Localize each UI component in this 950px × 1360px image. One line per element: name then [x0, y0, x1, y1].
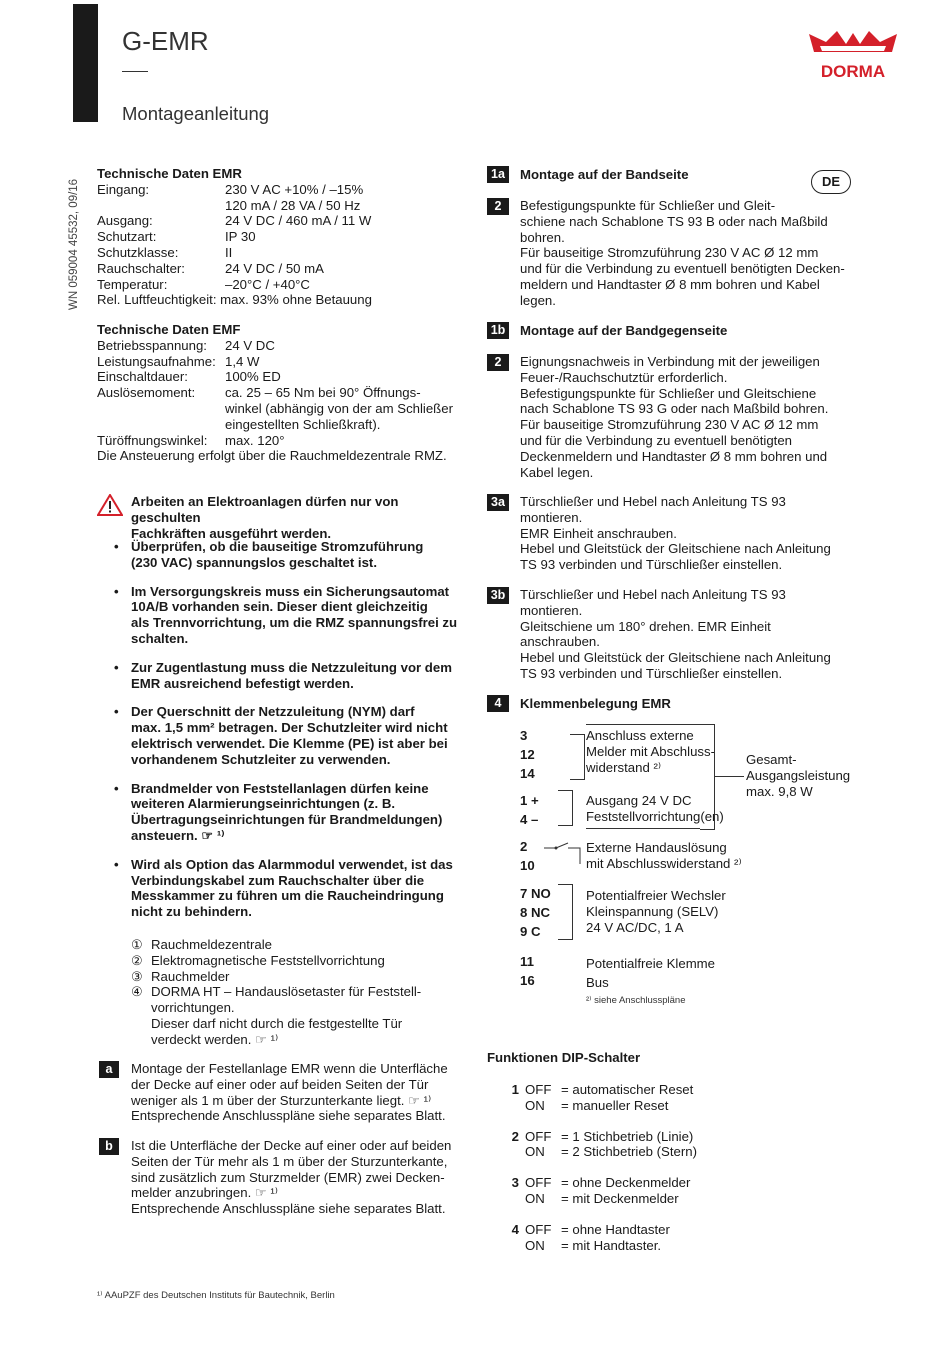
step-3a-text	[520, 494, 870, 573]
text-line: Dieser darf nicht durch die festgestellte Tür	[151, 1015, 403, 1031]
text-line: und für die Verbindung zu eventuell benötigten	[520, 432, 793, 448]
language-badge: DE	[811, 170, 851, 194]
text-line: Arbeiten an Elektroanlagen dürfen nur von geschulten	[131, 494, 399, 525]
page-subtitle: Montageanleitung	[122, 103, 270, 124]
text-line: Für bauseitige Stromzuführung 230 V AC Ø 12 mm	[520, 245, 819, 261]
text-line: montieren.	[520, 602, 583, 618]
spec-value: 24 V DC / 460 mA / 11 W	[225, 213, 372, 229]
document-code: WN 059004 45532, 09/16	[68, 178, 80, 310]
text-line: nicht zu behindern.	[131, 904, 252, 920]
emr-specs	[97, 166, 467, 308]
text-line: widerstand ²⁾	[586, 759, 662, 775]
text-line: Entsprechende Anschlusspläne siehe separates Blatt.	[131, 1201, 446, 1217]
spec-value: 100% ED	[225, 369, 281, 385]
component-text	[151, 937, 272, 953]
step-2b-badge: 2	[487, 354, 509, 371]
text-line: Befestigungspunkte für Schließer und Gleitschiene	[520, 385, 817, 401]
dip-spacer	[487, 1191, 525, 1207]
text-line: schalten.	[131, 630, 189, 646]
header-bar	[73, 4, 98, 122]
text-line: EMR ausreichend befestigt werden.	[131, 675, 354, 691]
spec-value: eingestellten Schließkraft).	[225, 416, 381, 432]
terminal-group-1-desc	[586, 728, 715, 775]
spec-key: Schutzart:	[97, 229, 157, 245]
step-3b-badge: 3b	[487, 587, 509, 604]
spec-row	[97, 198, 467, 214]
dip-on-text: = 2 Stichbetrieb (Stern)	[561, 1144, 697, 1160]
step-2a-text	[520, 198, 870, 309]
text-line: Ausgang 24 V DC	[586, 793, 692, 808]
section-a-badge: a	[99, 1061, 119, 1078]
text-line: Türschließer und Hebel nach Anleitung TS 93	[520, 587, 786, 602]
text-line: • Überprüfen, ob die bauseitige Stromzuführung	[131, 539, 424, 554]
text-line: • Im Versorgungskreis muss ein Sicherungsautomat	[131, 583, 450, 599]
text-line: Externe Handauslösung	[586, 840, 727, 855]
warning-bullet	[131, 857, 471, 920]
step-1b-badge: 1b	[487, 322, 509, 339]
text-line: Bus	[586, 975, 609, 990]
text-line: 3	[520, 728, 528, 743]
step-1a-heading: Montage auf der Bandseite	[520, 167, 689, 182]
spec-row	[97, 338, 467, 354]
spec-value: IP 30	[225, 229, 256, 245]
text-line: mit Abschlusswiderstand ²⁾	[586, 855, 742, 871]
dip-on-label: ON	[525, 1237, 545, 1253]
dip-on-text: = manueller Reset	[561, 1097, 669, 1113]
text-line: sind zusätzlich zum Sturzmelder (EMR) zwei Decken-	[131, 1169, 445, 1185]
spec-row	[97, 401, 467, 417]
emf-heading: Technische Daten EMF	[97, 322, 241, 337]
spec-value: –20°C / +40°C	[225, 276, 310, 292]
dip-on-label: ON	[525, 1097, 545, 1113]
text-line: DORMA HT – Handauslösetaster für Feststell-	[151, 984, 422, 1000]
svg-text:DORMA: DORMA	[820, 62, 886, 81]
step-2a-badge: 2	[487, 198, 509, 215]
spec-row	[97, 433, 467, 449]
text-line: Feuer-/Rauchschutztür erforderlich.	[520, 369, 728, 385]
text-line: vorrichtungen.	[151, 1000, 235, 1016]
component-item	[131, 937, 471, 953]
text-line: weniger als 1 m über der Sturzunterkante liegt. ☞ ¹⁾	[131, 1092, 432, 1108]
text-line: Rauchmeldezentrale	[151, 937, 272, 952]
dip-off-text: = automatischer Reset	[561, 1082, 694, 1097]
component-number: ②	[131, 952, 143, 968]
emf-specs	[97, 322, 467, 464]
total-output	[746, 752, 850, 799]
section-a-text	[131, 1061, 471, 1124]
bracket-1	[570, 734, 585, 780]
step-1b-heading: Montage auf der Bandgegenseite	[520, 323, 728, 338]
component-item	[131, 953, 471, 969]
bracket-2	[558, 790, 573, 826]
text-line: 11	[520, 954, 534, 969]
step-3b-text	[520, 587, 870, 682]
spec-key: Temperatur:	[97, 276, 168, 292]
dip-number: 4	[511, 1221, 519, 1237]
spec-key: Einschaltdauer:	[97, 369, 188, 385]
component-number: ③	[131, 968, 143, 984]
text-line: nach Schablone TS 93 G oder nach Maßbild bohren.	[520, 401, 829, 417]
spec-value: 230 V AC +10% / –15%	[225, 181, 364, 197]
spec-key: Schutzklasse:	[97, 244, 179, 260]
text-line: Für bauseitige Stromzuführung 230 V AC Ø 12 mm	[520, 417, 819, 433]
step-1a-badge: 1a	[487, 166, 509, 183]
dip-item	[487, 1082, 787, 1114]
spec-value: II	[225, 244, 233, 260]
terminal-group-4-desc	[586, 888, 726, 935]
text-line: 9 C	[520, 924, 541, 939]
bracket-4	[558, 884, 573, 940]
text-line: • Brandmelder von Feststellanlagen dürfen keine	[131, 780, 429, 796]
step-4-heading: Klemmenbelegung EMR	[520, 696, 671, 711]
page-title: G-EMR	[122, 26, 209, 56]
spec-row	[97, 385, 467, 401]
dip-on-row	[487, 1098, 787, 1114]
dip-off-label: OFF	[525, 1175, 552, 1191]
warning-bullet	[131, 704, 471, 767]
dip-list	[487, 1082, 787, 1268]
spec-value: 120 mA / 28 VA / 50 Hz	[225, 197, 361, 213]
terminal-diagram	[520, 724, 880, 1014]
spec-value: max. 120°	[225, 432, 285, 448]
dip-number: 3	[511, 1175, 519, 1191]
text-line: legen.	[520, 292, 556, 308]
text-line: und für die Verbindung zu eventuell benötigten Decken-	[520, 261, 845, 277]
text-line: Ausgangsleistung	[746, 767, 851, 783]
dip-off-label: OFF	[525, 1128, 552, 1144]
warning-bullets	[131, 539, 471, 933]
text-line: • Wird als Option das Alarmmodul verwendet, ist das	[131, 856, 453, 872]
text-line: elektrisch verwendet. Die Klemme (PE) ist aber bei	[131, 735, 448, 751]
dip-item	[487, 1129, 787, 1161]
text-line: Kabel legen.	[520, 464, 594, 480]
component-text	[151, 969, 229, 985]
dip-spacer	[487, 1238, 525, 1254]
step-3a-badge: 3a	[487, 494, 509, 511]
dip-off-text: = 1 Stichbetrieb (Linie)	[561, 1128, 694, 1144]
text-line: Elektromagnetische Feststellvorrichtung	[151, 952, 385, 968]
component-item	[131, 969, 471, 985]
dip-off-row	[487, 1082, 787, 1098]
dip-on-row	[487, 1144, 787, 1160]
warning-bullet	[131, 584, 471, 647]
spec-row	[97, 213, 467, 229]
text-line: Anschluss externe	[586, 728, 694, 743]
spec-key	[97, 401, 225, 417]
warning-lead	[131, 494, 471, 541]
component-text	[151, 984, 421, 1047]
dip-on-text: = mit Deckenmelder	[561, 1190, 679, 1206]
step-2b-text	[520, 354, 870, 480]
text-line: Gesamt-	[746, 752, 797, 767]
component-number: ①	[131, 937, 143, 952]
text-line: TS 93 verbinden und Türschließer einstellen.	[520, 557, 783, 573]
spec-row	[97, 229, 467, 245]
spec-row	[97, 277, 467, 293]
dip-spacer	[487, 1098, 525, 1114]
dip-on-label: ON	[525, 1190, 545, 1206]
spec-row	[97, 354, 467, 370]
text-line: 1 +	[520, 793, 539, 808]
text-line: EMR Einheit anschrauben.	[520, 525, 677, 541]
text-line: 2	[520, 839, 528, 854]
spec-key: Leistungsaufnahme:	[97, 353, 216, 369]
emr-humidity: Rel. Luftfeuchtigkeit: max. 93% ohne Betauung	[97, 292, 372, 308]
text-line: Feststellvorrichtung(en)	[586, 808, 724, 824]
text-line: melder anzubringen. ☞ ¹⁾	[131, 1185, 279, 1201]
spec-value: winkel (abhängig von der am Schließer	[225, 400, 453, 416]
spec-key: Rauchschalter:	[97, 260, 185, 276]
text-line: 4 –	[520, 812, 539, 827]
spec-key: Ausgang:	[97, 213, 153, 229]
bracket-total	[700, 724, 715, 830]
dip-off-text: = ohne Handtaster	[561, 1221, 670, 1237]
terminal-group-3-desc	[586, 840, 742, 872]
components-list	[131, 937, 471, 1048]
dip-on-text: = mit Handtaster.	[561, 1237, 662, 1253]
footnote: ¹⁾ AAuPZF des Deutschen Instituts für Bautechnik, Berlin	[97, 1290, 335, 1301]
text-line: • Der Querschnitt der Netzzuleitung (NYM) darf	[131, 704, 415, 720]
title-rule	[122, 71, 148, 72]
component-number: ④	[131, 984, 143, 1000]
text-line: max. 9,8 W	[746, 783, 813, 799]
text-line: Potentialfreier Wechsler	[586, 888, 726, 903]
spec-value: 24 V DC	[225, 337, 275, 353]
terminal-group-5-desc	[586, 954, 715, 992]
dip-off-label: OFF	[525, 1221, 552, 1237]
text-line: Kleinspannung (SELV)	[586, 903, 719, 919]
spec-value: ca. 25 – 65 Nm bei 90° Öffnungs-	[225, 385, 421, 401]
text-line: ansteuern. ☞ ¹⁾	[131, 827, 225, 843]
text-line: schiene nach Schablone TS 93 B oder nach Maßbild	[520, 213, 828, 229]
text-line: bohren.	[520, 229, 565, 245]
section-b-badge: b	[99, 1138, 119, 1155]
text-line: anschrauben.	[520, 634, 600, 650]
text-line: TS 93 verbinden und Türschließer einstellen.	[520, 665, 783, 681]
warning-bullet	[131, 660, 471, 692]
text-line: weiteren Alarmierungseinrichtungen (z. B.	[131, 796, 396, 812]
spec-row	[97, 369, 467, 385]
emf-note: Die Ansteuerung erfolgt über die Rauchmeldezentrale RMZ.	[97, 448, 447, 464]
dip-number: 2	[511, 1128, 519, 1144]
switch-icon	[544, 842, 584, 866]
warning-bullet	[131, 539, 471, 571]
text-line: Entsprechende Anschlusspläne siehe separates Blatt.	[131, 1108, 446, 1124]
text-line: (230 VAC) spannungslos geschaltet ist.	[131, 554, 377, 570]
text-line: 10A/B vorhanden sein. Dieser dient gleichzeitig	[131, 599, 428, 615]
text-line: 14	[520, 766, 535, 781]
warning-bullet	[131, 781, 471, 844]
text-line: 10	[520, 858, 535, 873]
spec-key: Betriebsspannung:	[97, 337, 207, 353]
text-line: Melder mit Abschluss-	[586, 743, 715, 759]
text-line: Eignungsnachweis in Verbindung mit der jeweiligen	[520, 354, 820, 369]
spec-key: Türöffnungswinkel:	[97, 432, 208, 448]
text-line: der Decke auf einer oder auf beiden Seiten der Tür	[131, 1076, 429, 1092]
spec-row	[97, 261, 467, 277]
spec-key: Eingang:	[97, 181, 150, 197]
spec-key: Auslösemoment:	[97, 385, 196, 401]
text-line: 24 V AC/DC, 1 A	[586, 919, 684, 935]
terminal-group-3-nums	[520, 837, 535, 875]
text-line: vorhandenem Schutzleiter zu verwenden.	[131, 751, 391, 767]
text-line: Potentialfreie Klemme	[586, 956, 716, 971]
spec-row	[97, 245, 467, 261]
text-line: Rauchmelder	[151, 968, 230, 984]
text-line: max. 1,5 mm² betragen. Der Schutzleiter wird nicht	[131, 720, 448, 736]
spec-value: 24 V DC / 50 mA	[225, 260, 324, 276]
terminal-group-2-nums	[520, 791, 539, 829]
text-line: Befestigungspunkte für Schließer und Gleit-	[520, 198, 776, 213]
dip-on-label: ON	[525, 1144, 545, 1160]
text-line: Hebel und Gleitstück der Gleitschiene nach Anleitung	[520, 650, 831, 666]
dip-item	[487, 1175, 787, 1207]
text-line: als Trennvorrichtung, um die RMZ spannungsfrei zu	[131, 615, 458, 631]
text-line: Fachkräften ausgeführt werden.	[131, 525, 332, 541]
spec-key	[97, 417, 225, 433]
text-line: Seiten der Tür mehr als 1 m über der Sturzunterkante,	[131, 1153, 448, 1169]
emr-heading: Technische Daten EMR	[97, 166, 242, 181]
step-4-badge: 4	[487, 695, 509, 712]
text-line: 7 NO	[520, 886, 551, 901]
text-line: Messkammer zu führen um die Raucheindringung	[131, 888, 444, 904]
text-line: 8 NC	[520, 905, 551, 920]
spec-key	[97, 198, 225, 214]
dip-on-row	[487, 1191, 787, 1207]
dip-item	[487, 1222, 787, 1254]
text-line: Gleitschiene um 180° drehen. EMR Einheit	[520, 618, 771, 634]
text-line: • Zur Zugentlastung muss die Netzzuleitung vor dem	[131, 659, 452, 675]
spec-row	[97, 417, 467, 433]
dip-off-row	[487, 1129, 787, 1145]
text-line: verdeckt werden. ☞ ¹⁾	[151, 1031, 279, 1047]
component-text	[151, 953, 385, 969]
text-line: Montage der Festellanlage EMR wenn die Unterfläche	[131, 1061, 448, 1076]
terminal-group-5-nums	[520, 952, 535, 990]
terminal-note: ²⁾ siehe Anschlusspläne	[586, 995, 686, 1006]
dorma-logo	[806, 30, 900, 82]
dip-heading: Funktionen DIP-Schalter	[487, 1050, 641, 1065]
text-line: montieren.	[520, 509, 583, 525]
text-line: Übertragungseinrichtungen für Brandmeldungen)	[131, 812, 443, 828]
dip-off-row	[487, 1175, 787, 1191]
text-line: 16	[520, 973, 535, 988]
text-line: 12	[520, 747, 535, 762]
dip-on-row	[487, 1238, 787, 1254]
dip-off-label: OFF	[525, 1082, 552, 1097]
section-b-text	[131, 1138, 471, 1217]
text-line: meldern und Handtaster Ø 8 mm bohren und Kabel	[520, 276, 820, 292]
terminal-group-4-nums	[520, 884, 551, 941]
dip-off-text: = ohne Deckenmelder	[561, 1175, 691, 1191]
spec-row	[97, 182, 467, 198]
component-item	[131, 984, 471, 1047]
text-line: Türschließer und Hebel nach Anleitung TS 93	[520, 494, 786, 509]
dip-number: 1	[511, 1082, 519, 1097]
text-line: Verbindungskabel zum Rauchschalter über die	[131, 872, 425, 888]
warning-icon	[97, 494, 123, 516]
text-line: Hebel und Gleitstück der Gleitschiene nach Anleitung	[520, 541, 831, 557]
text-line: Deckenmeldern und Handtaster Ø 8 mm bohren und	[520, 448, 828, 464]
dip-spacer	[487, 1144, 525, 1160]
spec-value: 1,4 W	[225, 353, 260, 369]
text-line: Ist die Unterfläche der Decke auf einer oder auf beiden	[131, 1138, 452, 1153]
dip-off-row	[487, 1222, 787, 1238]
terminal-group-1-nums	[520, 726, 535, 783]
